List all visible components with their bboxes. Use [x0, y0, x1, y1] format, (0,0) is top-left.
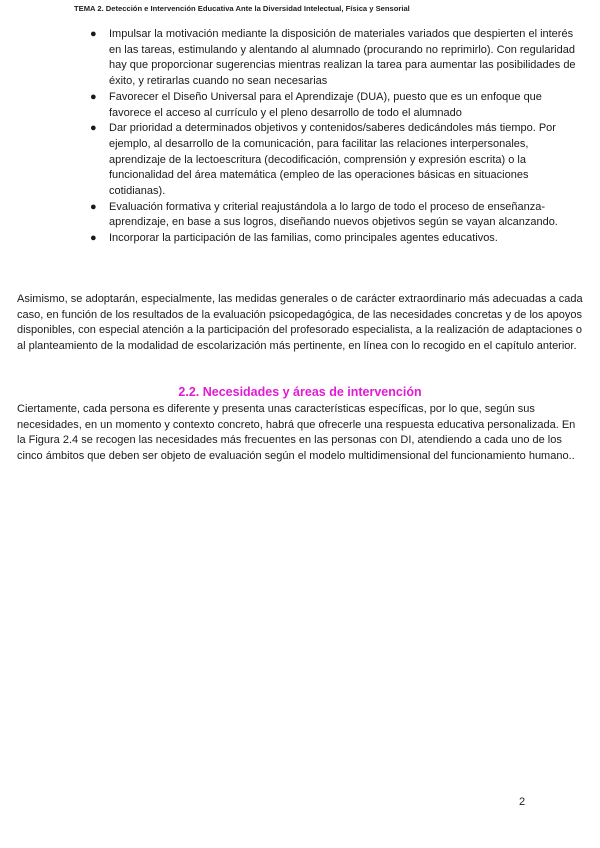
list-item-text: Favorecer el Diseño Universal para el Aprendizaje (DUA), puesto que es un enfoque que favorece el acceso al currículo y el pleno desarrollo de todo el alumnado [109, 90, 542, 119]
body-paragraph-asimismo: Asimismo, se adoptarán, especialmente, las medidas generales o de carácter extraordinario más adecuadas a cada caso, en función de los resultados de la evaluación psicopedagógica, de las necesidades concretas y de los apoyos disponibles, con especial atención a la participación del profesorado especialista, a la realización de adaptaciones o al planteamiento de la modalidad de escolarización más pertinente, en línea con lo recogido en el capítulo anterior. [17, 293, 583, 353]
bullet-icon: ● [90, 232, 97, 245]
page-number: 2 [519, 796, 526, 808]
list-item-text: Incorporar la participación de las familias, como principales agentes educativos. [109, 232, 498, 245]
running-header: TEMA 2. Detección e Intervención Educativa Ante la Diversidad Intelectual, Física y Sensorial [74, 4, 410, 13]
list-item [88, 121, 586, 200]
list-item [88, 27, 586, 90]
list-item [88, 200, 586, 231]
bullet-icon: ● [90, 28, 97, 40]
bullet-icon: ● [90, 122, 97, 135]
bullet-icon: ● [90, 90, 97, 103]
list-item [88, 231, 586, 247]
bullet-icon: ● [90, 200, 97, 213]
list-item-text: Evaluación formativa y criterial reajustándola a lo largo de todo el proceso de enseñanza-aprendizaje, en base a sus logros, diseñando nuevos objetivos según se vayan alcanzando. [109, 200, 558, 229]
list-item-text: Dar prioridad a determinados objetivos y contenidos/saberes dedicándoles más tiempo. Por ejemplo, al desarrollo de la comunicación, para facilitar las relaciones interpersonales, aprendizaje de la lectoescritura (decodificación, comprensión y expresión escrita) o la funcionalidad del área matemática (empleo de las operaciones básicas en situaciones cotidianas). [109, 122, 556, 198]
list-item-text: Impulsar la motivación mediante la disposición de materiales variados que despierten el interés en las tareas, estimulando y alentando al alumnado (procurando no reprimirlo). Con regularidad hay que proporcionar sugerencias mientras realizan la tarea para aumentar las posibilidades de éxito, y retirarlas cuando no sean necesarias [109, 28, 576, 88]
section-heading: 2.2. Necesidades y áreas de intervención [178, 385, 422, 399]
measures-bullet-list [88, 27, 586, 247]
body-paragraph-needs: Ciertamente, cada persona es diferente y presenta unas características específicas, por lo que, según sus necesidades, en un momento y contexto concreto, habrá que ofrecerle una respuesta educativa personalizada. En la Figura 2.4 se recogen las necesidades más frecuentes en las personas con DI, atendiendo a cada uno de los cinco ámbitos que deben ser objeto de evaluación según el modelo multidimensional del funcionamiento humano.. [17, 403, 576, 463]
list-item [88, 90, 586, 121]
